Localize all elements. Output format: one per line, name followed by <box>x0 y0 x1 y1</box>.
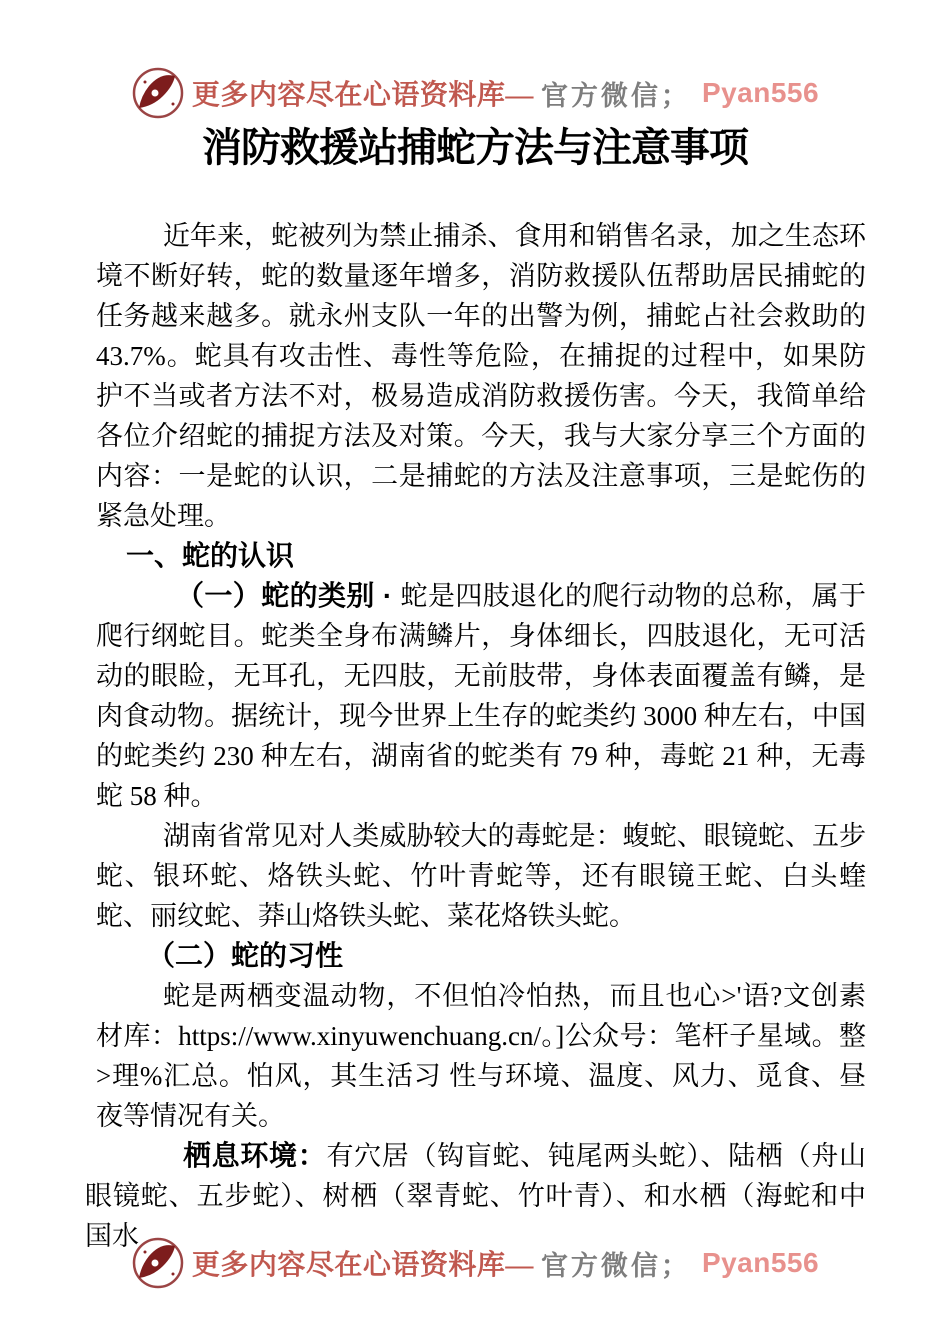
paragraph-habitat-text: 有穴居（钩盲蛇、钝尾两头蛇）、陆栖（舟山眼镜蛇、五步蛇）、树栖（翠青蛇、竹叶青）、和水栖（海蛇和中国水 <box>85 1141 866 1251</box>
habitat-label: 栖息环境： <box>183 1140 327 1171</box>
header-brand-suffix: 官方微信； <box>540 80 691 111</box>
paragraph-hunan-snakes: 湖南省常见对人类威胁较大的毒蛇是：蝮蛇、眼镜蛇、五步蛇、银环蛇、烙铁头蛇、竹叶青蛇等，还有眼镜王蛇、白头蝰蛇、丽纹蛇、莽山烙铁头蛇、菜花烙铁头蛇。 <box>96 821 866 931</box>
footer-brand-band <box>0 1236 950 1290</box>
pen-nib-badge-icon <box>131 66 185 120</box>
subheading-snake-types: （一）蛇的类别 <box>176 580 375 611</box>
page-title: 消防救援站捕蛇方法与注意事项 <box>202 125 748 170</box>
section-heading-1: 一、蛇的认识 <box>126 540 295 571</box>
paragraph-snake-types-text: 蛇是四肢退化的爬行动物的总称，属于爬行纲蛇目。蛇类全身布满鳞片，身体细长，四肢退化，无可活动的眼睑，无耳孔，无四肢，无前肢带，身体表面覆盖有鳞，是肉食动物。据统计，现今世界上生存的蛇类约 3000 种左右，中国的蛇类约 230 种左右，湖南省的蛇类有 79 种，毒蛇 21 种，无毒蛇 58 种。 <box>96 581 866 811</box>
paragraph-snake-habits: 蛇是两栖变温动物，不但怕冷怕热，而且也心>'语?文创素材库：https://www.xinyuwenchuang.cn/。]公众号：笔杆子星域。整>理%汇总。怕风，其生活习 性与环境、温度、风力、觅食、昼夜等情况有关。 <box>96 981 866 1131</box>
header-brand-band <box>0 66 950 120</box>
footer-brand-suffix: 官方微信； <box>540 1250 691 1281</box>
footer-brand-text: 更多内容尽在心语资料库— <box>191 1250 534 1281</box>
header-brand-account: Pyan556 <box>701 77 820 108</box>
footer-brand-account: Pyan556 <box>701 1247 820 1278</box>
section-heading-2: （二）蛇的习性 <box>147 940 344 971</box>
paragraph-snake-types <box>96 576 866 816</box>
pen-nib-badge-icon <box>131 1236 185 1290</box>
paragraph-intro: 近年来，蛇被列为禁止捕杀、食用和销售名录，加之生态环境不断好转，蛇的数量逐年增多，消防救援队伍帮助居民捕蛇的任务越来越多。就永州支队一年的出警为例，捕蛇占社会救助的43.7%。蛇具有攻击性、毒性等危险，在捕捉的过程中，如果防护不当或者方法不对，极易造成消防救援伤害。今天，我简单给各位介绍蛇的捕捉方法及对策。今天，我与大家分享三个方面的内容：一是蛇的认识，二是捕蛇的方法及注意事项，三是蛇伤的紧急处理。 <box>96 221 866 531</box>
middle-dot-separator: · <box>382 580 393 611</box>
document-body <box>85 216 866 1256</box>
header-brand-text: 更多内容尽在心语资料库— <box>191 80 534 111</box>
